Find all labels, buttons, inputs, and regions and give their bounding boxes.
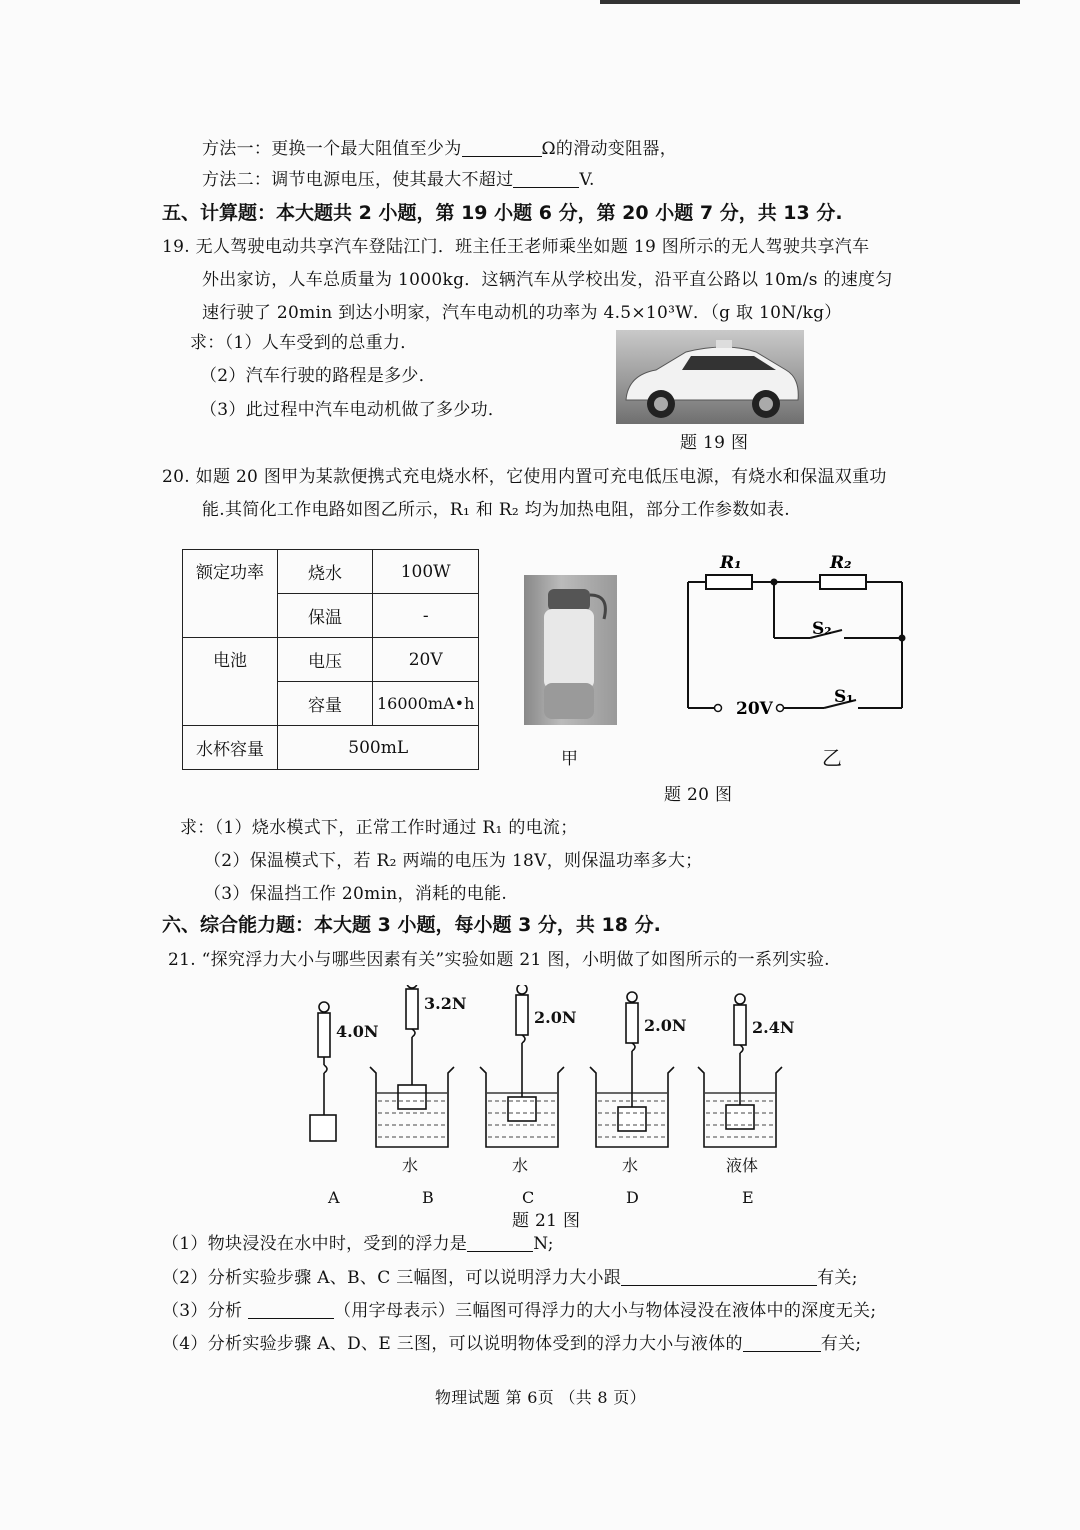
q21-line1: 21. “探究浮力大小与哪些因素有关”实验如题 21 图，小明做了如图所示的一系列实验.	[168, 950, 830, 970]
sub3-tail: （用字母表示）三幅图可得浮力的大小与物体浸没在液体中的深度无关;	[334, 1301, 877, 1321]
circuit-diagram	[680, 548, 920, 728]
q21-sub4	[162, 1329, 861, 1354]
letter-b: B	[422, 1188, 434, 1207]
sub1-unit: N;	[533, 1234, 554, 1254]
method1-text: 方法一：更换一个最大阻值至少为	[202, 139, 462, 159]
reading-d: 2.0N	[644, 1016, 687, 1035]
cell-capacity: 容量	[278, 682, 373, 726]
r1-label: R₁	[720, 553, 742, 573]
liquid-e: 液体	[726, 1156, 759, 1175]
q19-ask3: （3）此过程中汽车电动机做了多少功．	[200, 400, 506, 420]
answer-blank	[467, 1235, 533, 1252]
section6-title: 六、综合能力题：本大题 3 小题，每小题 3 分，共 18 分.	[162, 914, 661, 936]
parameter-table	[182, 549, 479, 770]
q20-line1: 20. 如题 20 图甲为某款便携式充电烧水杯，它使用内置可充电低压电源，有烧水和保温双重功	[162, 467, 887, 487]
letter-a: A	[328, 1188, 340, 1207]
q19-ask1: 求：（1）人车受到的总重力．	[190, 333, 418, 353]
method1-unit: Ω的滑动变阻器，	[541, 139, 677, 159]
method2-text: 方法二：调节电源电压，使其最大不超过	[202, 170, 514, 190]
sub4-tail: 有关;	[820, 1334, 862, 1354]
q19-line1: 19. 无人驾驶电动共享汽车登陆江门．班主任王老师乘坐如题 19 图所示的无人驾驶共享汽车	[162, 237, 870, 257]
label-yi: 乙	[822, 746, 842, 770]
sub2-text: （2）分析实验步骤 A、B、C 三幅图，可以说明浮力大小跟	[162, 1268, 622, 1288]
q20-ask1: 求：（1）烧水模式下，正常工作时通过 R₁ 的电流；	[180, 818, 578, 838]
q19-line3: 速行驶了 20min 到达小明家，汽车电动机的功率为 4.5×10³W．（g 取 10N/kg）	[202, 303, 842, 323]
reading-e: 2.4N	[752, 1018, 795, 1037]
cell-keep-warm: 保温	[278, 594, 373, 638]
sub3-text: （3）分析	[162, 1301, 243, 1321]
q21-sub2	[162, 1263, 858, 1288]
q18-method1	[202, 134, 677, 159]
label-jia: 甲	[561, 749, 578, 769]
cell-rated-power: 额定功率	[183, 550, 278, 638]
fig19-caption: 题 19 图	[680, 433, 749, 453]
q21-sub1	[162, 1229, 554, 1254]
cell-cup-value: 500mL	[278, 726, 479, 770]
bottle-photo	[524, 575, 617, 725]
q20-line2: 能.其简化工作电路如图乙所示，R₁ 和 R₂ 均为加热电阻，部分工作参数如表.	[202, 500, 790, 520]
buoyancy-experiment-figure	[290, 985, 810, 1215]
reading-b: 3.2N	[424, 994, 467, 1013]
car-photo	[616, 330, 804, 424]
source-label: 20V	[736, 699, 773, 719]
reading-a: 4.0N	[336, 1022, 379, 1041]
q19-line2: 外出家访，人车总质量为 1000kg．这辆汽车从学校出发，沿平直公路以 10m/s 的速度匀	[202, 270, 893, 290]
sub1-text: （1）物块浸没在水中时，受到的浮力是	[162, 1234, 468, 1254]
cell-cup: 水杯容量	[183, 726, 278, 770]
r2-label: R₂	[830, 553, 852, 573]
q21-sub3	[162, 1296, 876, 1321]
cell-boil: 烧水	[278, 550, 373, 594]
q18-method2	[202, 165, 595, 190]
cell-voltage-value: 20V	[373, 638, 479, 682]
letter-d: D	[626, 1188, 639, 1207]
answer-blank	[621, 1269, 817, 1286]
q20-ask2: （2）保温模式下，若 R₂ 两端的电压为 18V，则保温功率多大；	[204, 851, 703, 871]
liquid-b: 水	[402, 1156, 419, 1175]
s2-label: S₂	[812, 619, 832, 639]
s1-label: S₁	[834, 687, 854, 707]
answer-blank	[513, 171, 579, 188]
cell-keep-warm-value: -	[373, 594, 479, 638]
section5-title: 五、计算题：本大题共 2 小题，第 19 小题 6 分，第 20 小题 7 分，共 13 分.	[162, 202, 843, 224]
cell-boil-value: 100W	[373, 550, 479, 594]
cell-battery: 电池	[183, 638, 278, 726]
letter-c: C	[522, 1188, 535, 1207]
q20-ask3: （3）保温挡工作 20min，消耗的电能.	[204, 884, 508, 904]
answer-blank	[248, 1302, 334, 1319]
reading-c: 2.0N	[534, 1008, 577, 1027]
method2-unit: V.	[579, 170, 595, 190]
top-edge-line	[600, 0, 1020, 4]
sub2-tail: 有关;	[817, 1268, 858, 1288]
fig21-caption: 题 21 图	[512, 1211, 581, 1231]
page-footer: 物理试题 第 6页 （共 8 页）	[435, 1388, 646, 1407]
cell-capacity-value: 16000mA•h	[373, 682, 479, 726]
answer-blank	[743, 1335, 821, 1352]
cell-voltage: 电压	[278, 638, 373, 682]
letter-e: E	[742, 1188, 754, 1207]
liquid-c: 水	[512, 1156, 529, 1175]
liquid-d: 水	[622, 1156, 639, 1175]
fig20-caption: 题 20 图	[664, 785, 733, 805]
sub4-text: （4）分析实验步骤 A、D、E 三图，可以说明物体受到的浮力大小与液体的	[162, 1334, 743, 1354]
q19-ask2: （2）汽车行驶的路程是多少．	[200, 366, 437, 386]
answer-blank	[462, 140, 542, 157]
